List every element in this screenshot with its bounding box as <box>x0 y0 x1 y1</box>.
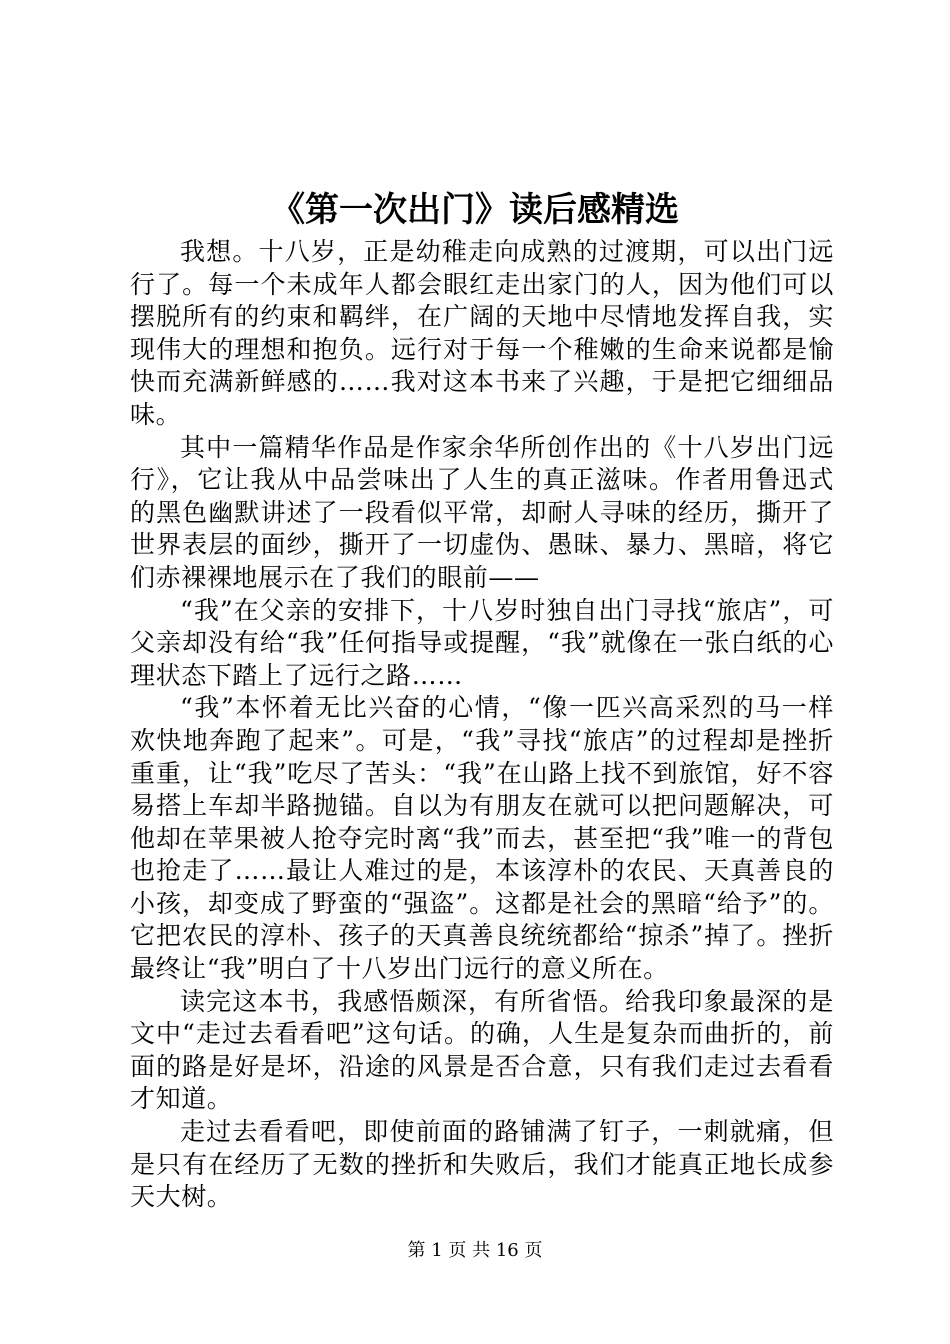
paragraph-4: “我”本怀着无比兴奋的心情，“像一匹兴高采烈的马一样欢快地奔跑了起来”。可是，“我”寻找“旅店”的过程却是挫折重重，让“我”吃尽了苦头：“我”在山路上找不到旅馆，好不容易搭上车却半路抛锚。自以为有朋友在就可以把问题解决，可他却在苹果被人抢夺完时离“我”而去，甚至把“我”唯一的背包也抢走了……最让人难过的是，本该淳朴的农民、天真善良的小孩，却变成了野蛮的“强盗”。这都是社会的黑暗“给予”的。它把农民的淳朴、孩子的天真善良统统都给“掠杀”掉了。挫折最终让“我”明白了十八岁出门远行的意义所在。 <box>130 693 834 984</box>
paragraph-5: 读完这本书，我感悟颇深，有所省悟。给我印象最深的是文中“走过去看看吧”这句话。的确，人生是复杂而曲折的，前面的路是好是坏，沿途的风景是否合意，只有我们走过去看看才知道。 <box>130 986 834 1114</box>
page-number-footer: 第 1 页 共 16 页 <box>407 1240 543 1261</box>
paragraph-1: 我想。十八岁，正是幼稚走向成熟的过渡期，可以出门远行了。每一个未成年人都会眼红走出家门的人，因为他们可以摆脱所有的约束和羁绊，在广阔的天地中尽情地发挥自我，实现伟大的理想和抱负。远行对于每一个稚嫩的生命来说都是愉快而充满新鲜感的……我对这本书来了兴趣，于是把它细细品味。 <box>130 237 834 429</box>
document-body <box>130 236 834 1214</box>
document-title: 《第一次出门》读后感精选 <box>271 190 679 230</box>
paragraph-3: “我”在父亲的安排下，十八岁时独自出门寻找“旅店”，可父亲却没有给“我”任何指导或提醒，“我”就像在一张白纸的心理状态下踏上了远行之路…… <box>130 595 834 690</box>
paragraph-6: 走过去看看吧，即使前面的路铺满了钉子，一刺就痛，但是只有在经历了无数的挫折和失败后，我们才能真正地长成参天大树。 <box>130 1117 834 1212</box>
paragraph-2: 其中一篇精华作品是作家余华所创作出的《十八岁出门远行》，它让我从中品尝味出了人生的真正滋味。作者用鲁迅式的黑色幽默讲述了一段看似平常，却耐人寻味的经历，撕开了世界表层的面纱，撕开了一切虚伪、愚昧、暴力、黑暗，将它们赤裸裸地展示在了我们的眼前—— <box>130 432 834 592</box>
